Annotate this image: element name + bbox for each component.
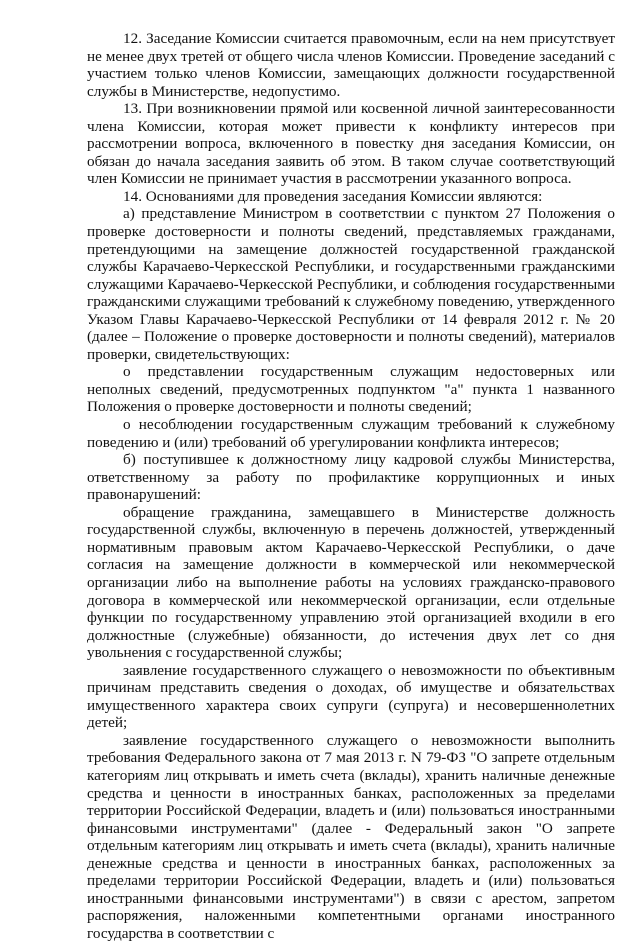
paragraph-13-conflict-of-interest: 13. При возникновении прямой или косвенной личной заинтересованности члена Комиссии, которая может привести к конфликту интересов при рассмотрении вопроса, включенного в повестку дня заседания Комиссии, он обязан до начала заседания заявить об этом. В таком случае соответствующий член Комиссии не принимает участия в рассмотрении указанного вопроса.: [87, 100, 615, 188]
document-page: [87, 30, 615, 942]
paragraph-12-quorum: 12. Заседание Комиссии считается правомочным, если на нем присутствует не менее двух третей от общего числа членов Комиссии. Проведение заседаний с участием только членов Комиссии, замещающих должности государственной службы в Министерстве, недопустимо.: [87, 30, 615, 100]
paragraph-income-statement: заявление государственного служащего о невозможности по объективным причинам представить сведения о доходах, об имуществе и обязательствах имущественного характера своих супруги (супруга) и несовершеннолетних детей;: [87, 661, 615, 732]
paragraph-noncompliance: о несоблюдении государственным служащим требований к служебному поведению и (или) требований об урегулировании конфликта интересов;: [87, 416, 615, 451]
paragraph-federal-law-79: заявление государственного служащего о невозможности выполнить требования Федерального закона от 7 мая 2013 г. N 79-ФЗ "О запрете отдельным категориям лиц открывать и иметь счета (вклады), хранить наличные денежные средства и ценности в иностранных банках, расположенных за пределами территории Российской Федерации, владеть и (или) пользоваться иностранными финансовыми инструментами" (далее - Федеральный закон "О запрете отдельным категориям лиц открывать и иметь счета (вклады), хранить наличные денежные средства и ценности в иностранных банках, расположенных за пределами территории Российской Федерации, владеть и (или) пользоваться иностранными финансовыми инструментами") в связи с арестом, запретом распоряжения, наложенными компетентными органами иностранного государства в соответствии с: [87, 731, 615, 942]
paragraph-14a-minister-submission: а) представление Министром в соответствии с пунктом 27 Положения о проверке достоверности и полноты сведений, представляемых гражданами, претендующими на замещение должностей государственной гражданской службы Карачаево-Черкесской Республики, и государственными гражданскими служащими Карачаево-Черкесской Республики, и соблюдения государственными гражданскими служащими требований к служебному поведению, утвержденного Указом Главы Карачаево-Черкесской Республики от 14 февраля 2012 г. № 20 (далее – Положение о проверке достоверности и полноты сведений), материалов проверки, свидетельствующих:: [87, 205, 615, 363]
paragraph-14-grounds: 14. Основаниями для проведения заседания Комиссии являются:: [123, 187, 543, 205]
paragraph-14b-hr-received: б) поступившее к должностному лицу кадровой службы Министерства, ответственному за работу по профилактике коррупционных и иных правонарушений:: [87, 451, 615, 504]
paragraph-citizen-appeal: обращение гражданина, замещавшего в Министерстве должность государственной службы, включенную в перечень должностей, утвержденный нормативным правовым актом Карачаево-Черкесской Республики, о даче согласия на замещение должности в коммерческой или некоммерческой организации либо на выполнение работы на условиях гражданско-правового договора в коммерческой или некоммерческой организации, если отдельные функции по государственному управлению этой организацией входили в его должностные (служебные) обязанности, до истечения двух лет со дня увольнения с государственной службы;: [87, 503, 615, 662]
paragraph-unreliable-information: о представлении государственным служащим недостоверных или неполных сведений, предусмотренных подпунктом "а" пункта 1 названного Положения о проверке достоверности и полноты сведений;: [87, 363, 615, 416]
